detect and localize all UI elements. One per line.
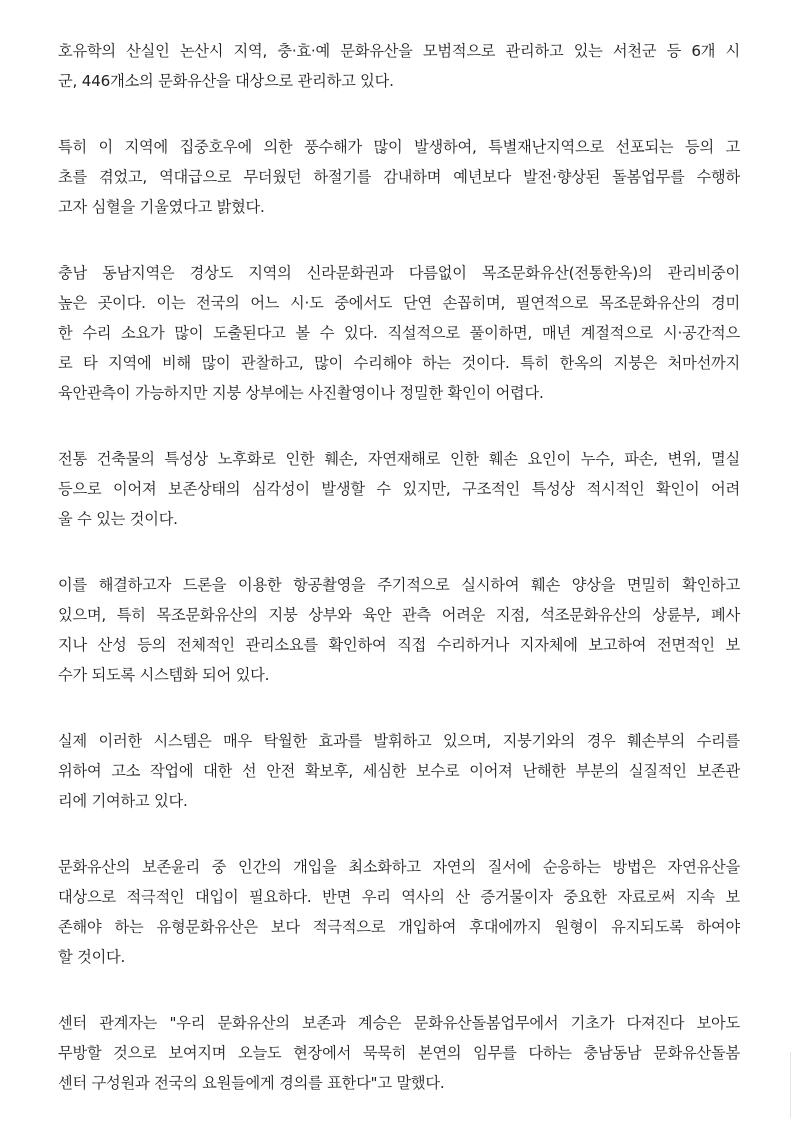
paragraph-3 — [58, 258, 740, 408]
document-body — [58, 36, 740, 1098]
text-line: 실제 이러한 시스템은 매우 탁월한 효과를 발휘하고 있으며, 지붕기와의 경우 훼손부의 수리를 — [58, 732, 740, 750]
text-line: 울 수 있는 것이다. — [58, 510, 178, 528]
paragraph-5 — [58, 570, 740, 690]
text-line: 이를 해결하고자 드론을 이용한 항공촬영을 주기적으로 실시하여 훼손 양상을 면밀히 확인하고 — [58, 576, 740, 594]
page-edge-divider — [790, 1052, 791, 1118]
text-line: 충남 동남지역은 경상도 지역의 신라문화권과 다름없이 목조문화유산(전통한옥)의 관리비중이 — [58, 264, 740, 282]
text-line: 있으며, 특히 목조문화유산의 지붕 상부와 육안 관측 어려운 지점, 석조문화유산의 상륜부, 폐사 — [58, 606, 740, 624]
text-line: 한 수리 소요가 많이 도출된다고 볼 수 있다. 직설적으로 풀이하면, 매년 계절적으로 시·공간적으 — [58, 324, 740, 342]
text-line: 호유학의 산실인 논산시 지역, 충·효·예 문화유산을 모범적으로 관리하고 있는 서천군 등 6개 시 — [58, 42, 740, 60]
text-line: 군, 446개소의 문화유산을 대상으로 관리하고 있다. — [58, 72, 394, 90]
text-line: 무방할 것으로 보여지며 오늘도 현장에서 묵묵히 본연의 임무를 다하는 충남동남 문화유산돌봄 — [58, 1044, 740, 1062]
paragraph-8 — [58, 1008, 740, 1098]
text-line: 대상으로 적극적인 대입이 필요하다. 반면 우리 역사의 산 증거물이자 중요한 자료로써 지속 보 — [58, 888, 740, 906]
paragraph-6 — [58, 726, 740, 816]
text-line: 센터 관계자는 "우리 문화유산의 보존과 계승은 문화유산돌봄업무에서 기초가 다져진다 보아도 — [58, 1014, 740, 1032]
text-line: 센터 구성원과 전국의 요원들에게 경의를 표한다"고 말했다. — [58, 1074, 445, 1092]
text-line: 리에 기여하고 있다. — [58, 792, 188, 810]
text-line: 등으로 이어져 보존상태의 심각성이 발생할 수 있지만, 구조적인 특성상 적시적인 확인이 어려 — [58, 480, 740, 498]
text-line: 육안관측이 가능하지만 지붕 상부에는 사진촬영이나 정밀한 확인이 어렵다. — [58, 384, 544, 402]
text-line: 할 것이다. — [58, 948, 126, 966]
paragraph-1 — [58, 36, 740, 96]
paragraph-7 — [58, 852, 740, 972]
text-line: 문화유산의 보존윤리 중 인간의 개입을 최소화하고 자연의 질서에 순응하는 방법은 자연유산을 — [58, 858, 740, 876]
text-line: 높은 곳이다. 이는 전국의 어느 시·도 중에서도 단연 손꼽히며, 필연적으로 목조문화유산의 경미 — [58, 294, 740, 312]
paragraph-4 — [58, 444, 740, 534]
text-line: 존해야 하는 유형문화유산은 보다 적극적으로 개입하여 후대에까지 원형이 유지되도록 하여야 — [58, 918, 740, 936]
text-line: 고자 심혈을 기울였다고 밝혔다. — [58, 198, 265, 216]
text-line: 위하여 고소 작업에 대한 선 안전 확보후, 세심한 보수로 이어져 난해한 부분의 실질적인 보존관 — [58, 762, 740, 780]
text-line: 특히 이 지역에 집중호우에 의한 풍수해가 많이 발생하여, 특별재난지역으로 선포되는 등의 고 — [58, 138, 740, 156]
paragraph-2 — [58, 132, 740, 222]
text-line: 수가 되도록 시스템화 되어 있다. — [58, 666, 270, 684]
text-line: 초를 겪었고, 역대급으로 무더웠던 하절기를 감내하며 예년보다 발전·향상된 돌봄업무를 수행하 — [58, 168, 740, 186]
text-line: 지나 산성 등의 전체적인 관리소요를 확인하여 직접 수리하거나 지자체에 보고하여 전면적인 보 — [58, 636, 740, 654]
text-line: 로 타 지역에 비해 많이 관찰하고, 많이 수리해야 하는 것이다. 특히 한옥의 지붕은 처마선까지 — [58, 354, 740, 372]
text-line: 전통 건축물의 특성상 노후화로 인한 훼손, 자연재해로 인한 훼손 요인이 누수, 파손, 변위, 멸실 — [58, 450, 740, 468]
